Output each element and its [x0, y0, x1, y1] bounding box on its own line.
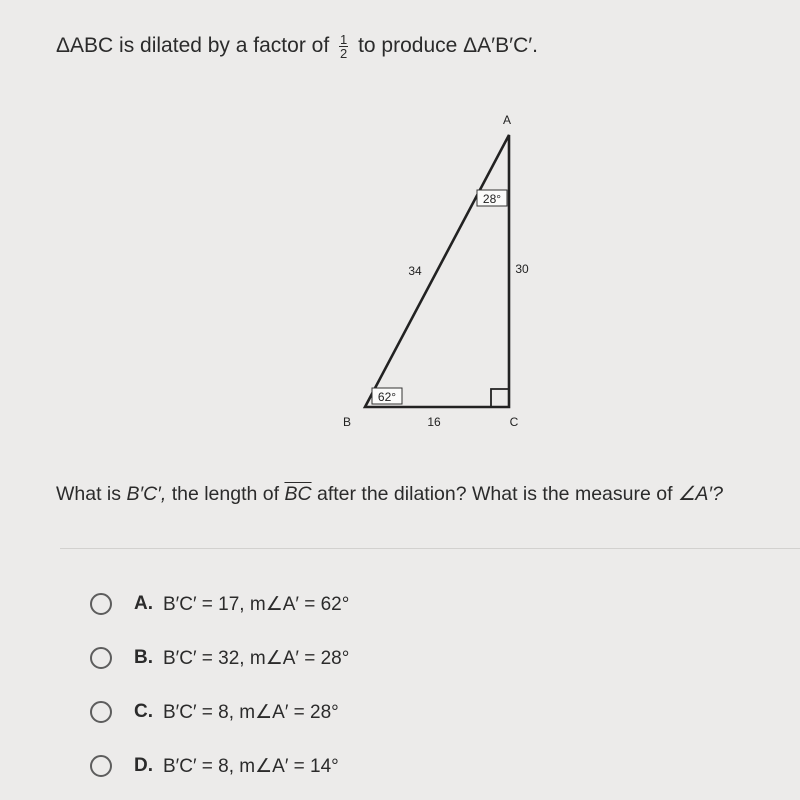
radio-a[interactable]	[90, 593, 112, 615]
question-part2: the length of	[171, 483, 280, 505]
question-angle: ∠A′?	[677, 483, 723, 505]
vertex-c-label: C	[509, 415, 519, 429]
radio-b[interactable]	[90, 647, 112, 669]
triangle-abc	[365, 135, 509, 407]
prompt-text-end: to produce ΔA′B′C′.	[358, 34, 539, 57]
question-part1: What is	[56, 483, 122, 505]
right-angle-marker	[491, 389, 509, 407]
question-part3: after the dilation? What is the measure of	[316, 483, 673, 505]
prompt-text-start: ΔABC is dilated by a factor of	[56, 34, 330, 57]
choice-c-text: B′C′ = 8, m∠A′ = 28°	[163, 701, 339, 723]
side-ac-label: 30	[515, 262, 529, 276]
choice-c[interactable]	[90, 696, 339, 728]
choice-a-text: B′C′ = 17, m∠A′ = 62°	[163, 593, 350, 615]
choice-b-text: B′C′ = 32, m∠A′ = 28°	[163, 647, 350, 669]
fraction-denominator: 2	[340, 45, 348, 61]
radio-c[interactable]	[90, 701, 112, 723]
question-text	[56, 482, 723, 506]
side-bc-label: 16	[427, 415, 441, 429]
segment-bc: $\overline{BC}$	[284, 483, 312, 505]
choice-d[interactable]	[90, 750, 339, 782]
vertex-b-label: B	[342, 415, 352, 429]
choice-b-letter: B.	[134, 647, 153, 668]
choice-d-letter: D.	[134, 755, 153, 776]
divider	[60, 548, 800, 549]
vertex-a-label: A	[502, 113, 512, 127]
fraction-numerator: 1	[340, 31, 348, 47]
choice-c-letter: C.	[134, 701, 153, 722]
angle-b-label: 62°	[377, 390, 397, 404]
choice-b[interactable]	[90, 642, 349, 674]
angle-a-label: 28°	[482, 192, 502, 206]
side-ab-label: 34	[408, 264, 422, 278]
radio-d[interactable]	[90, 755, 112, 777]
question-bprime-cprime: B′C′,	[126, 483, 167, 505]
choice-a-letter: A.	[134, 593, 153, 614]
choice-a[interactable]	[90, 588, 349, 620]
choice-d-text: B′C′ = 8, m∠A′ = 14°	[163, 755, 339, 777]
